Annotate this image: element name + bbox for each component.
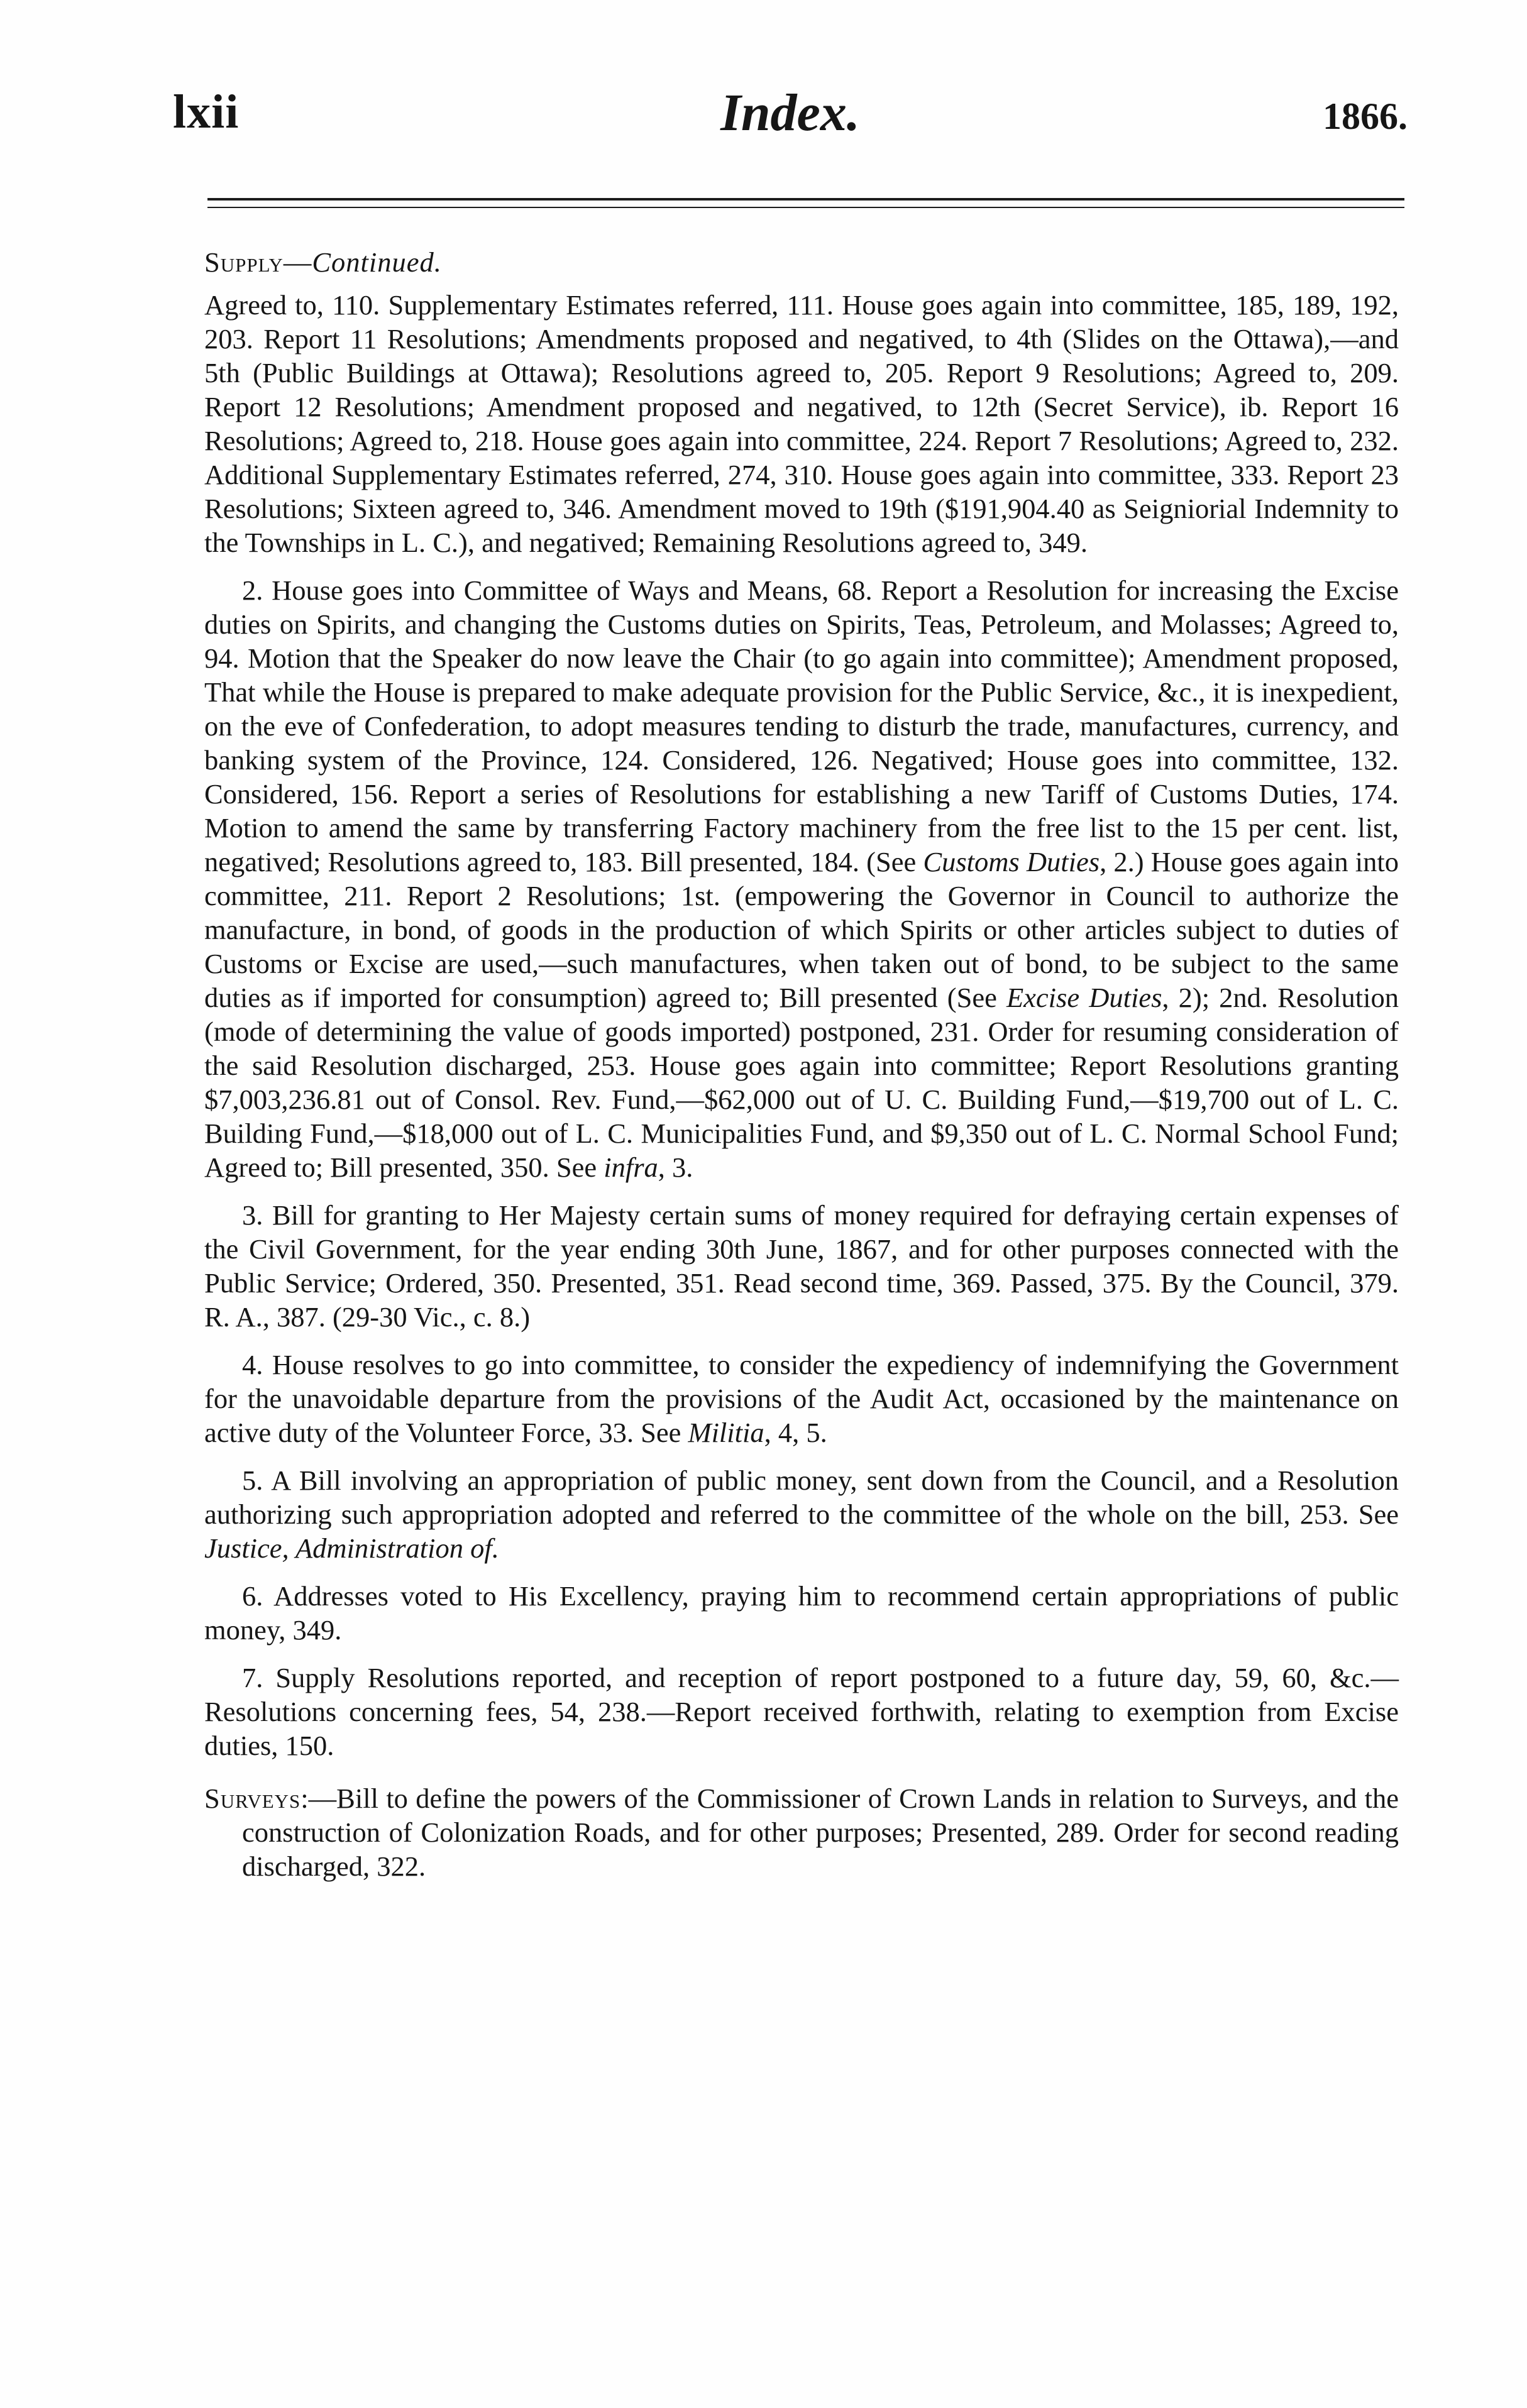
cross-ref-justice: Justice, Administration of. <box>204 1532 499 1564</box>
p4-text-b: , 4, 5. <box>764 1417 827 1448</box>
p2-text-d: , 3. <box>658 1152 693 1183</box>
supply-heading-label: Supply— <box>204 246 312 278</box>
supply-paragraph-3: 3. Bill for granting to Her Majesty certain sums of money required for defraying certain expenses of the Civil Government, for the year ending 30th June, 1867, and for other purposes connected with the Public Service; Ordered, 350. Presented, 351. Read second time, 369. Passed, 375. By the Council, 379. R. A., 387. (29-30 Vic., c. 8.) <box>204 1199 1399 1333</box>
p2-text-c: , 2); 2nd. Resolution (mode of determining the value of goods imported) postponed, 231. Order for resuming consideration of the said Resolution discharged, 253. House goes again into committee; Report Resolutions granting $7,003,236.81 out of Consol. Rev. Fund,—$62,000 out of U. C. Building Fund,—$19,700 out of L. C. Building Fund,—$18,000 out of L. C. Municipalities Fund, and $9,350 out of L. C. Normal School Fund; Agreed to; Bill presented, 350. See <box>204 982 1399 1183</box>
p2-text-a: 2. House goes into Committee of Ways and Means, 68. Report a Resolution for increasing the Excise duties on Spirits, and changing the Customs duties on Spirits, Teas, Petroleum, and Molasses; Agreed to, 94. Motion that the Speaker do now leave the Chair (to go again into committee); Amendment proposed, That while the House is prepared to make adequate provision for the Public Service, &c., it is inexpedient, on the eve of Confederation, to adopt measures tending to disturb the trade, manufactures, currency, and banking system of the Province, 124. Considered, 126. Negatived; House goes into committee, 132. Considered, 156. Report a series of Resolutions for establishing a new Tariff of Customs Duties, 174. Motion to amend the same by transferring Factory machinery from the free list to the 15 per cent. list, negatived; Resolutions agreed to, 183. Bill presented, 184. (See <box>204 575 1399 877</box>
p4-text-a: 4. House resolves to go into committee, to consider the expediency of indemnifying the Government for the unavoidable departure from the provisions of the Audit Act, occasioned by the maintenance on active duty of the Volunteer Force, 33. See <box>204 1349 1399 1448</box>
p5-text-a: 5. A Bill involving an appropriation of public money, sent down from the Council, and a Resolution authorizing such appropriation adopted and referred to the committee of the whole on the bill, 253. See <box>204 1465 1399 1530</box>
cross-ref-infra: infra <box>604 1152 658 1183</box>
cross-ref-militia: Militia <box>688 1417 764 1448</box>
surveys-entry <box>204 1781 1399 1883</box>
p2-text-b: , 2.) House goes again into committee, 211. Report 2 Resolutions; 1st. (empowering the Governor in Council to authorize the manufacture, in bond, of goods in the production of which Spirits or other articles subject to duties of Customs or Excise are used,—such manufactures, when taken out of bond, to be subject to the same duties as if imported for consumption) agreed to; Bill presented (See <box>204 846 1399 1013</box>
supply-heading <box>204 245 1399 279</box>
cross-ref-customs-duties: Customs Duties <box>923 846 1100 877</box>
header-rule-thin <box>207 207 1404 208</box>
surveys-text: :—Bill to define the powers of the Commissioner of Crown Lands in relation to Surveys, and the construction of Colonization Roads, and for other purposes; Presented, 289. Order for second reading discharged, 322. <box>242 1783 1399 1882</box>
running-head <box>173 85 1408 148</box>
supply-paragraph-1: Agreed to, 110. Supplementary Estimates referred, 111. House goes again into committee, 185, 189, 192, 203. Report 11 Resolutions; Amendments proposed and negatived, to 4th (Slides on the Ottawa),—and 5th (Public Buildings at Ottawa); Resolutions agreed to, 205. Report 9 Resolutions; Agreed to, 209. Report 12 Resolutions; Amendment proposed and negatived, to 12th (Secret Service), ib. Report 16 Resolutions; Agreed to, 218. House goes again into committee, 224. Report 7 Resolutions; Agreed to, 232. Additional Supplementary Estimates referred, 274, 310. House goes again into committee, 333. Report 23 Resolutions; Sixteen agreed to, 346. Amendment moved to 19th ($191,904.40 as Seigniorial Indemnity to the Townships in L. C.), and negatived; Remaining Resolutions agreed to, 349. <box>204 289 1399 558</box>
supply-paragraph-7: 7. Supply Resolutions reported, and reception of report postponed to a future day, 59, 60, &c.—Resolutions concerning fees, 54, 238.—Report received forthwith, relating to exemption from Excise duties, 150. <box>204 1662 1399 1761</box>
supply-paragraph-5 <box>204 1463 1399 1565</box>
cross-ref-excise-duties: Excise Duties <box>1006 982 1162 1013</box>
page-title: Index. <box>720 84 860 142</box>
index-content <box>204 245 1399 1883</box>
header-rule-thick <box>207 198 1404 201</box>
supply-paragraph-2 <box>204 573 1399 1184</box>
page-number: lxii <box>173 85 240 138</box>
continued-label: Continued. <box>312 246 442 278</box>
year: 1866. <box>1323 96 1408 137</box>
supply-paragraph-4 <box>204 1348 1399 1449</box>
surveys-heading: Surveys <box>204 1783 301 1814</box>
supply-paragraph-6: 6. Addresses voted to His Excellency, praying him to recommend certain appropriations of public money, 349. <box>204 1580 1399 1646</box>
